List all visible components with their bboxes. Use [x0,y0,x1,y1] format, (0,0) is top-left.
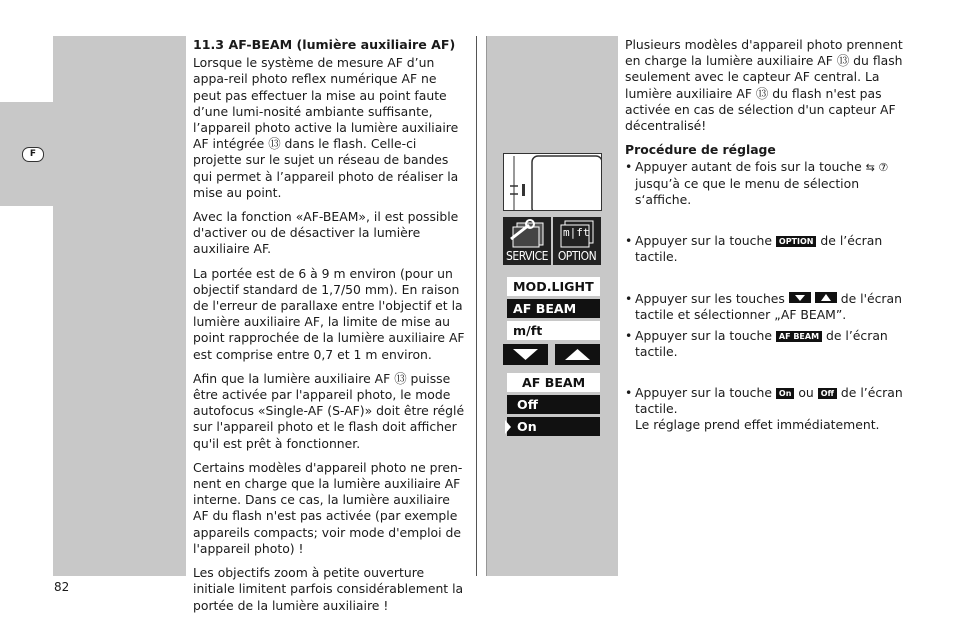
left-grey-panel [53,36,186,576]
step-5: • Appuyer sur la touche On ou Off de l’écran tactile. Le réglage prend effet immédiatement. [625,385,903,433]
step-3: • Appuyer sur les touches de l'écran tactile et sélectionner „AF BEAM”. [625,291,902,323]
option-off[interactable]: Off [507,395,600,414]
service-button[interactable] [503,217,551,265]
up-button[interactable] [555,344,600,365]
paragraph: Les objectifs zoom à petite ouverture initiale limitent parfois considérablement la portée de la lumière auxiliaire ! [193,565,464,613]
intro-text: Plusieurs modèles d'appareil photo prennent en charge la lumière auxiliaire AF ⑬ du flash seulement avec le capteur AF central. La lumière auxiliaire AF ⑬ du flash n'est pas activée en cas de sélection d'un capteur AF décentralisé! [625,37,903,134]
off-key: Off [818,388,837,399]
section-title: 11.3 AF-BEAM (lumière auxiliaire AF) [193,37,456,52]
menu-item-m-ft[interactable]: m/ft [507,321,600,340]
on-key: On [776,388,795,399]
option-button[interactable] [553,217,601,265]
up-key-icon [815,292,837,303]
step-2: • Appuyer sur la touche OPTION de l’écran tactile. [625,233,883,265]
down-key-icon [789,292,811,303]
option-stack-icon [553,217,601,249]
paragraph: La portée est de 6 à 9 m environ (pour un objectif standard de 1,7/50 mm). En raison de l'erreur de parallaxe entre l'objectif et la lumière auxiliaire AF, la limite de mise au point rapprochée de la lumière auxiliaire AF est comprise entre 0,7 et 1 m environ. [193,265,465,362]
menu-item-af-beam[interactable]: AF BEAM [507,299,600,318]
column-divider-left [476,36,477,576]
left-column [193,37,465,622]
af-beam-menu-title: AF BEAM [507,373,600,392]
wrench-icon [503,217,551,249]
service-label: SERVICE [506,249,548,263]
right-column [625,37,905,158]
triangle-down-icon [503,344,548,365]
down-button[interactable] [503,344,548,365]
menu-item-mod-light[interactable]: MOD.LIGHT [507,277,600,296]
column-divider-right [486,36,487,576]
triangle-up-icon [555,344,600,365]
paragraph: Avec la fonction «AF-BEAM», il est possible d'activer ou de désactiver la lumière auxiliaire AF. [193,209,459,257]
flash-display-illustration [503,153,602,211]
option-on[interactable]: On [507,417,600,436]
flash-display-icon [504,154,601,210]
paragraph: Certains modèles d'appareil photo ne pren-nent en charge que la lumière auxiliaire AF interne. Dans ce cas, la lumière auxiliaire AF du flash n'est pas activée (par exemple appareils compacts; voir mode d'emploi de l'appareil photo) ! [193,459,463,556]
mft-label: m|ft [563,226,590,239]
step-1: • Appuyer autant de fois sur la touche ⇆ ⑦ jusqu’à ce que le menu de sélection s‘affiche. [625,159,889,208]
option-key: OPTION [776,236,817,247]
af-beam-key: AF BEAM [776,331,822,342]
paragraph: Afin que la lumière auxiliaire AF ⑬ puisse être activée par l'appareil photo, le mode autofocus «Single-AF (S-AF)» doit être réglé sur l'appareil photo et le flash doit afficher qu'il est prêt à fonctionner. [193,370,465,451]
step-4: • Appuyer sur la touche AF BEAM de l’écran tactile. [625,328,888,360]
switch-key-icon: ⇆ ⑦ [865,161,889,174]
paragraph: Lorsque le système de mesure AF d’un appa-reil photo reflex numérique AF ne peut pas effectuer la mise au point faute d’une lumi-nosité ambiante suffisante, l’appareil photo active la lumière auxiliaire AF intégrée ⑬ dans le flash. Celle-ci projette sur le sujet un réseau de bandes qui permet à l’appareil photo de réaliser la mise au point. [193,55,459,200]
procedure-title: Procédure de réglage [625,142,776,158]
selection-pointer-icon [505,420,511,434]
language-badge: F [22,147,44,162]
option-label: OPTION [557,249,597,263]
page-number: 82 [54,580,70,594]
